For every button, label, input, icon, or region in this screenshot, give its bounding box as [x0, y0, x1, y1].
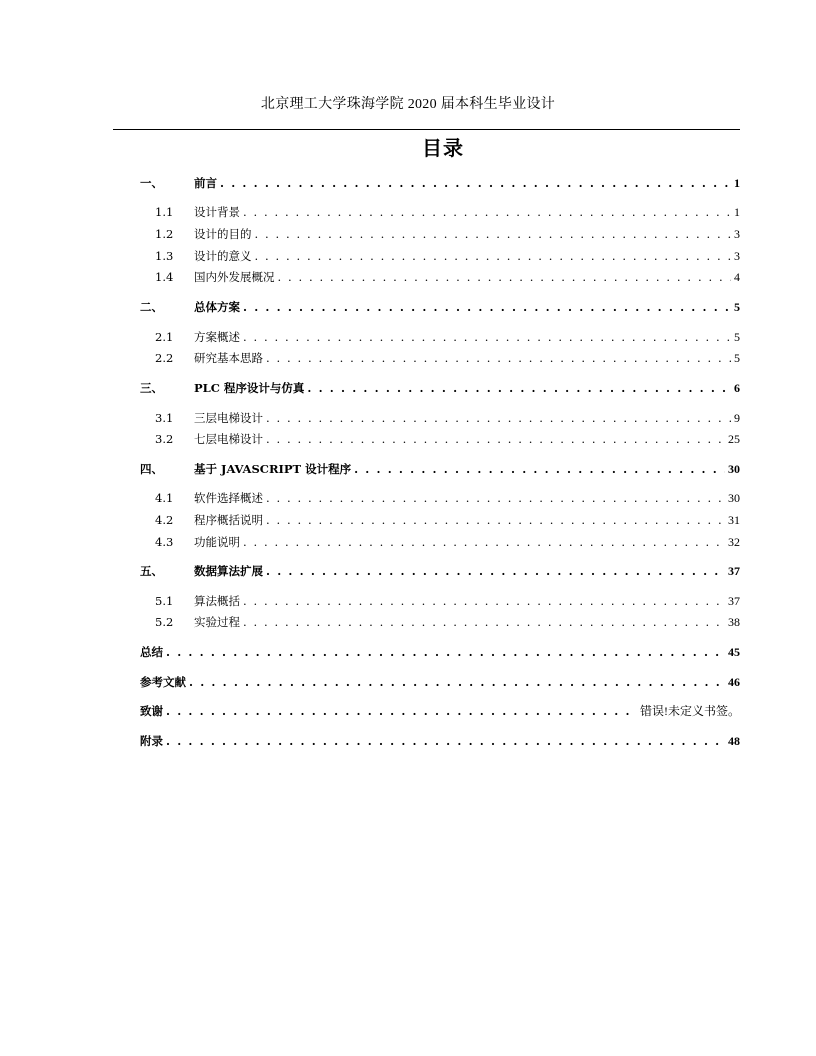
toc-entry-page: 5: [734, 351, 740, 365]
toc-entry-page: 25: [728, 432, 740, 446]
toc-entry[interactable]: [155, 613, 740, 631]
toc-entry-page: 1: [734, 176, 740, 190]
toc-entry[interactable]: [140, 673, 740, 691]
toc-entry[interactable]: [140, 379, 740, 397]
dot-leader: [243, 533, 725, 551]
toc-entry-page: 37: [728, 594, 740, 608]
toc-entry-title: 软件选择概述: [194, 491, 263, 505]
toc-entry-page: 3: [734, 249, 740, 263]
toc-entry-title: 七层电梯设计: [194, 432, 263, 446]
toc-entry-number: 1.4: [155, 270, 174, 284]
toc-entry-number: 4.1: [155, 491, 174, 505]
page-header: 北京理工大学珠海学院 2020 届本科生毕业设计: [260, 97, 556, 112]
toc-entry-page: 5: [734, 300, 740, 314]
toc-entry-title: 研究基本思路: [194, 351, 263, 365]
toc-entry-number: 4.2: [155, 513, 174, 527]
toc-entry[interactable]: [140, 732, 740, 750]
toc-entry-title: 前言: [194, 176, 217, 190]
dot-leader: [307, 379, 731, 397]
toc-entry[interactable]: [140, 174, 740, 192]
toc-entry-page: 3: [734, 227, 740, 241]
toc-entry[interactable]: [155, 409, 740, 427]
dot-leader: [166, 702, 637, 720]
toc-entry-title: 总结: [140, 645, 163, 659]
toc-entry[interactable]: [155, 247, 740, 265]
dot-leader: [266, 409, 731, 427]
toc-entry-title: 总体方案: [194, 300, 240, 314]
toc-entry-page: 38: [728, 615, 740, 629]
toc-entry-page: 37: [728, 564, 740, 578]
toc-entry-number: 二、: [140, 300, 163, 314]
toc-entry-page: 6: [734, 381, 740, 395]
toc-entry-page: 1: [734, 205, 740, 219]
toc-entry-number: 3.2: [155, 432, 174, 446]
toc-entry-page: 4: [734, 270, 740, 284]
dot-leader: [255, 225, 732, 243]
toc-entry-title: 功能说明: [194, 535, 240, 549]
toc-entry-title: 致谢: [140, 704, 163, 718]
toc-entry-page: 30: [728, 491, 740, 505]
toc-entry-title: PLC 程序设计与仿真: [194, 381, 305, 395]
dot-leader: [189, 673, 725, 691]
toc-title: 目录: [422, 136, 464, 160]
dot-leader: [166, 643, 725, 661]
toc-entry-title: 三层电梯设计: [194, 411, 263, 425]
toc-entry-page: 46: [728, 675, 740, 689]
toc-entry[interactable]: [155, 225, 740, 243]
dot-leader: [255, 247, 732, 265]
toc-entry-number: 一、: [140, 176, 163, 190]
toc-entry-title: 方案概述: [194, 330, 240, 344]
toc-entry-number: 四、: [140, 462, 163, 476]
dot-leader: [266, 349, 731, 367]
toc-entry[interactable]: [155, 349, 740, 367]
toc-entry-number: 2.2: [155, 351, 174, 365]
toc-entry-title: 基于 JAVASCRIPT 设计程序: [194, 462, 352, 476]
toc-entry[interactable]: [155, 430, 740, 448]
toc-entry[interactable]: [155, 489, 740, 507]
toc-entry-number: 1.1: [155, 205, 174, 219]
toc-entry-page: 48: [728, 734, 740, 748]
toc-entry-page: 9: [734, 411, 740, 425]
toc-entry-title: 设计背景: [194, 205, 240, 219]
toc-entry-number: 1.3: [155, 249, 174, 263]
toc-entry-page: 30: [728, 462, 740, 476]
dot-leader: [278, 268, 732, 286]
toc-entry[interactable]: [140, 562, 740, 580]
toc-entry-page: 45: [728, 645, 740, 659]
dot-leader: [266, 430, 725, 448]
toc-entry[interactable]: [155, 592, 740, 610]
toc-entry-page: 错误!未定义书签。: [640, 704, 740, 718]
toc-entry-number: 5.2: [155, 615, 174, 629]
toc-entry[interactable]: [155, 533, 740, 551]
toc-entry-page: 5: [734, 330, 740, 344]
toc-entry[interactable]: [155, 203, 740, 221]
toc-entry-title: 附录: [140, 734, 163, 748]
dot-leader: [243, 298, 731, 316]
dot-leader: [166, 732, 725, 750]
toc-entry-title: 设计的意义: [194, 249, 252, 263]
dot-leader: [243, 592, 725, 610]
toc-entry-title: 算法概括: [194, 594, 240, 608]
toc-entry-number: 3.1: [155, 411, 174, 425]
toc-entry[interactable]: [140, 298, 740, 316]
toc-entry[interactable]: [155, 268, 740, 286]
toc-entry[interactable]: [140, 643, 740, 661]
toc-entry-page: 31: [728, 513, 740, 527]
toc-entry[interactable]: [155, 328, 740, 346]
dot-leader: [243, 203, 731, 221]
dot-leader: [266, 511, 725, 529]
toc-entry-number: 1.2: [155, 227, 174, 241]
toc-entry-title: 实验过程: [194, 615, 240, 629]
dot-leader: [354, 460, 725, 478]
toc-entry-title: 程序概括说明: [194, 513, 263, 527]
toc-entry-number: 2.1: [155, 330, 174, 344]
toc-entry-page: 32: [728, 535, 740, 549]
toc-entry-number: 三、: [140, 381, 163, 395]
toc-entry[interactable]: [155, 511, 740, 529]
toc-entry-number: 5.1: [155, 594, 174, 608]
dot-leader: [266, 562, 725, 580]
dot-leader: [266, 489, 725, 507]
toc-entry-number: 4.3: [155, 535, 174, 549]
toc-entry[interactable]: [140, 702, 740, 720]
dot-leader: [243, 613, 725, 631]
dot-leader: [243, 328, 731, 346]
toc-entry-title: 数据算法扩展: [194, 564, 263, 578]
toc-entry-title: 参考文献: [140, 675, 186, 689]
header-rule: [113, 129, 740, 130]
toc-entry-title: 设计的目的: [194, 227, 252, 241]
toc-entry-number: 五、: [140, 564, 163, 578]
toc-entry[interactable]: [140, 460, 740, 478]
dot-leader: [220, 174, 731, 192]
toc-entry-title: 国内外发展概况: [194, 270, 275, 284]
